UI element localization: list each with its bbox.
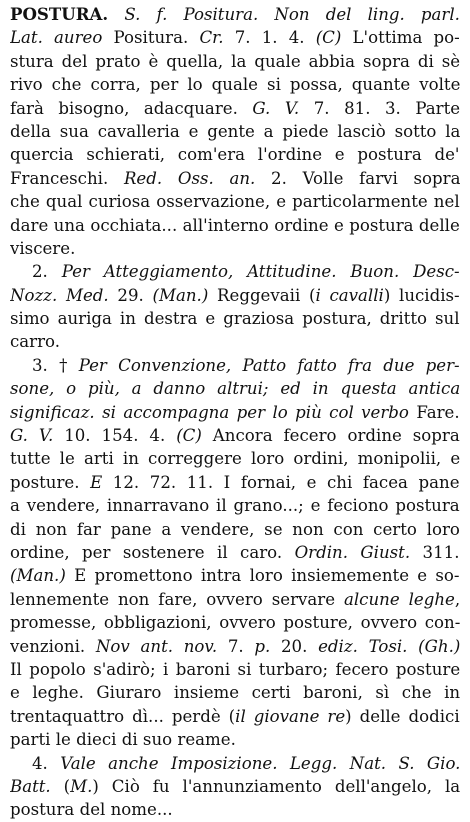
- italic-text: (C): [315, 28, 342, 48]
- italic-text: Lat. aureo: [10, 28, 103, 48]
- text-run: Il popolo s'adirò; i baroni si turbaro; fecero posture: [10, 659, 460, 679]
- text-line: [10, 752, 460, 775]
- text-line: [10, 564, 460, 587]
- italic-text: Cr.: [199, 28, 224, 48]
- italic-text: alcune leghe: [343, 589, 455, 609]
- text-line: [10, 284, 460, 307]
- italic-text: Nov ant. nov.: [95, 636, 218, 656]
- text-run: e leghe. Giuraro insieme certi baroni, sì che in: [10, 683, 460, 703]
- text-run: 2.: [32, 262, 62, 282]
- text-run: (: [50, 776, 71, 796]
- text-line: [10, 377, 460, 400]
- text-run: trentaquattro dì... perdè (: [10, 706, 236, 726]
- text-line: [10, 611, 460, 634]
- text-run: Fare.: [408, 402, 460, 422]
- text-line: [10, 120, 460, 143]
- text-run: di non far pane a vendere, se non con certo loro: [10, 519, 460, 539]
- text-run: 7. 81. 3. Parte: [299, 98, 460, 118]
- text-run: L'ottima po-: [341, 28, 460, 48]
- text-run: quercia schierati, com'era l'ordine e postura de': [10, 145, 460, 165]
- text-run: ) lucidis-: [383, 285, 460, 305]
- text-run: 4.: [32, 753, 61, 773]
- text-run: tutte le arti in correggere loro ordini, monipolii, e: [10, 449, 460, 469]
- text-run: simo auriga in destra e graziosa postura, dritto sul: [10, 309, 460, 329]
- text-line: [10, 260, 460, 283]
- headword: POSTURA.: [10, 4, 109, 24]
- italic-text: p.: [254, 636, 271, 656]
- text-line: [10, 798, 460, 821]
- text-run: Reggevaii (: [208, 285, 316, 305]
- text-line: [10, 635, 460, 658]
- text-line: [10, 447, 460, 470]
- text-run: parti le dieci di suo reame.: [10, 730, 236, 750]
- text-run: ,: [454, 589, 460, 609]
- italic-text: significaz. si accompagna per lo più col verbo: [10, 402, 409, 422]
- text-run: della sua cavalleria e gente a piede lasciò sotto la: [10, 121, 460, 141]
- italic-text: (Man.): [10, 566, 66, 586]
- italic-text: Ordin. Giust.: [294, 542, 411, 562]
- text-run: E promettono intra loro insiememente e so-: [65, 566, 460, 586]
- text-line: [10, 3, 460, 26]
- italic-text: M.: [70, 776, 93, 796]
- entry-section-3: [10, 354, 460, 752]
- dictionary-entry: [10, 3, 460, 822]
- text-line: [10, 237, 460, 260]
- text-line: [10, 588, 460, 611]
- text-line: [10, 494, 460, 517]
- text-line: [10, 50, 460, 73]
- text-run: Franceschi.: [10, 168, 124, 188]
- italic-text: Per Convenzione, Patto fatto fra due per-: [78, 355, 460, 375]
- italic-text: E: [90, 472, 103, 492]
- italic-text: Red. Oss. an.: [123, 168, 256, 188]
- text-line: [10, 167, 460, 190]
- text-run: lennemente non fare, ovvero servare: [10, 589, 344, 609]
- text-run: farà bisogno, adacquare.: [10, 98, 253, 118]
- text-run: 7. 1. 4.: [223, 28, 316, 48]
- italic-text: G. V.: [252, 98, 300, 118]
- text-line: [10, 658, 460, 681]
- text-run: ) Ciò fu l'annunziamento dell'angelo, la: [92, 776, 460, 796]
- text-line: [10, 214, 460, 237]
- text-line: [10, 307, 460, 330]
- italic-text: sone, o più, a danno altrui; ed in questa antica: [10, 379, 460, 399]
- text-line: [10, 143, 460, 166]
- text-run: Ancora fecero ordine sopra: [201, 426, 460, 446]
- text-run: 20.: [270, 636, 319, 656]
- text-run: 12. 72. 11. I fornai, e chi facea pane: [102, 472, 460, 492]
- text-line: [10, 401, 460, 424]
- italic-text: Batt.: [10, 776, 51, 796]
- text-run: [108, 5, 124, 24]
- italic-text: G. V.: [10, 426, 54, 446]
- text-line: [10, 681, 460, 704]
- text-line: [10, 705, 460, 728]
- text-line: [10, 26, 460, 49]
- text-line: [10, 775, 460, 798]
- entry-section-4: [10, 752, 460, 822]
- text-run: ) delle dodici: [345, 706, 460, 726]
- text-run: venzioni.: [10, 636, 96, 656]
- text-run: postura del nome...: [10, 800, 173, 820]
- text-run: posture.: [10, 472, 91, 492]
- text-line: [10, 424, 460, 447]
- text-run: 10. 154. 4.: [53, 426, 177, 446]
- text-run: stura del prato è quella, la quale abbia sopra di sè: [10, 51, 460, 71]
- text-run: dare una occhiata... all'interno ordine e postura delle: [10, 215, 460, 235]
- italic-text: Nozz. Med.: [10, 285, 109, 305]
- italic-text: Per Atteggiamento, Attitudine. Buon. Desc-: [61, 262, 460, 282]
- text-line: [10, 471, 460, 494]
- entry-section-2: [10, 260, 460, 354]
- text-line: [10, 330, 460, 353]
- italic-text: il giovane re: [235, 706, 346, 726]
- text-run: carro.: [10, 332, 61, 352]
- text-run: 7.: [217, 636, 255, 656]
- italic-text: i cavalli: [315, 285, 384, 305]
- italic-text: (Man.): [152, 285, 209, 305]
- text-run: Positura.: [102, 28, 200, 48]
- italic-text: (C): [176, 426, 202, 446]
- text-line: [10, 541, 460, 564]
- text-run: 2. Volle farvi sopra: [255, 168, 460, 188]
- text-run: 29.: [108, 285, 153, 305]
- text-line: [10, 354, 460, 377]
- text-run: promesse, obbligazioni, ovvero posture, ovvero con-: [10, 613, 460, 633]
- text-run: rivo che corra, per lo quale si possa, quante volte: [10, 75, 460, 95]
- text-line: [10, 97, 460, 120]
- text-run: viscere.: [10, 238, 76, 258]
- italic-text: ediz. Tosi. (Gh.): [318, 636, 460, 656]
- text-run: a vendere, innarravano il grano...; e feciono postura: [10, 496, 460, 516]
- text-run: 311.: [410, 542, 460, 562]
- italic-text: Vale anche Imposizione. Legg. Nat. S. Gio.: [60, 753, 460, 773]
- text-line: [10, 728, 460, 751]
- entry-section-1: [10, 3, 460, 260]
- text-line: [10, 518, 460, 541]
- italic-text: S. f. Positura. Non del ling. parl.: [124, 5, 460, 24]
- text-run: che qual curiosa osservazione, e particolarmente nel: [10, 192, 460, 212]
- text-run: 3. †: [32, 355, 79, 375]
- text-line: [10, 73, 460, 96]
- text-line: [10, 190, 460, 213]
- text-run: ordine, per sostenere il caro.: [10, 542, 295, 562]
